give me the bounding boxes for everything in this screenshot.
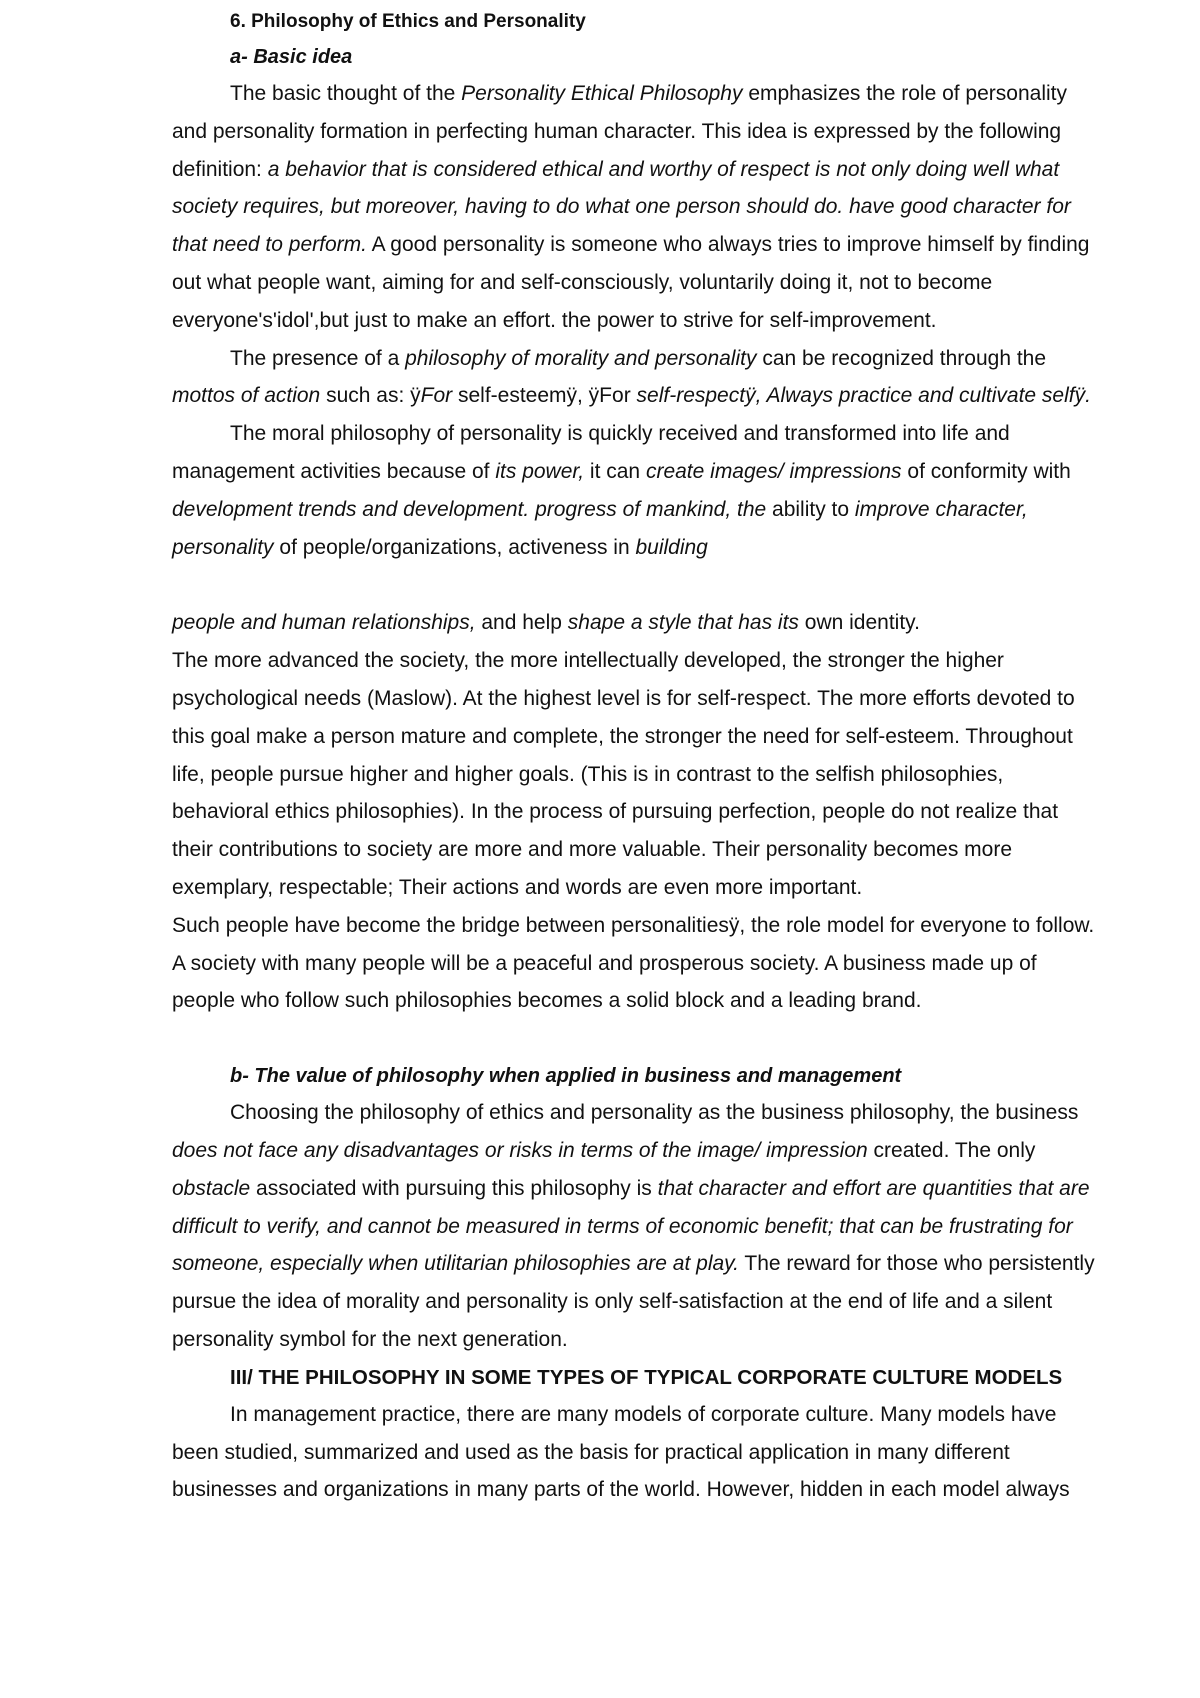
paragraph-choosing [172,1094,1102,1359]
italic-run: create images/ impressions [645,459,902,483]
italic-run: that character and effort are quantities that are difficult to verify, and cannot be measured in terms of economic benefit; that can be frustrating for someone, especially when utilitarian philosophies are at play. [172,1176,1090,1276]
italic-run: building [635,535,708,559]
italic-run: a behavior that is considered ethical and worthy of respect is not only doing well what society requires, but moreover, having to do what one person should do. have good character for that need to perform. [172,157,1071,257]
spacer [172,1020,1102,1058]
section-heading: 6. Philosophy of Ethics and Personality [230,11,586,32]
italic-run: obstacle [172,1176,251,1200]
text-run: of conformity with [901,459,1071,483]
paragraph-basic-thought [172,75,1102,340]
paragraph-presence [172,340,1102,416]
section-heading-iii: III/ THE PHILOSOPHY IN SOME TYPES OF TYPICAL CORPORATE CULTURE MODELS [230,1365,1063,1389]
paragraph-advanced-society: The more advanced the society, the more intellectually developed, the stronger the higher psychological needs (Maslow). At the highest level is for self-respect. The more efforts devoted to this goal make a person mature and complete, the stronger the need for self-esteem. Throughout life, people pursue higher and higher goals. (This is in contrast to the selfish philosophies, behavioral ethics philosophies). In the process of pursuing perfection, people do not realize that their contributions to society are more and more valuable. Their personality becomes more exemplary, respectable; Their actions and words are even more important. [172,649,1075,899]
text-run: ability to [766,497,855,521]
text-run: emphasizes the role of personality and personality formation in perfecting human character. This idea is expressed by the following definition: [172,82,1067,181]
text-run: associated with pursuing this philosophy is [250,1176,658,1200]
italic-run: its power, [495,459,585,483]
text-run: can be recognized through the [756,346,1047,370]
text-run: The reward for those who persistently pursue the idea of morality and personality is only self-satisfaction at the end of life and a silent personality symbol for the next generation. [172,1252,1095,1351]
text-run: The presence of a [230,346,406,370]
italic-run: For [420,384,453,408]
italic-run: people and human relationships, [172,611,476,635]
spacer [172,566,1102,604]
subsection-heading-basic-idea: a- Basic idea [230,46,353,68]
italic-run: self-respectÿ, Always practice and cultivate selfÿ. [636,384,1091,408]
text-run: and help [475,611,568,635]
paragraph-management-practice: In management practice, there are many models of corporate culture. Many models have been studied, summarized and used as the basis for practical application in many different businesses and organizations in many parts of the world. However, hidden in each model always [172,1402,1070,1502]
text-run: created. The only [867,1138,1036,1162]
document-page [172,0,1102,1509]
text-run: it can [584,459,646,483]
paragraph-such-people: Such people have become the bridge between personalitiesÿ, the role model for everyone to follow. A society with many people will be a peaceful and prosperous society. A business made up of people who follow such philosophies becomes a solid block and a leading brand. [172,913,1095,1013]
text-run: The basic thought of the [230,82,462,105]
italic-run: Personality Ethical Philosophy [461,82,743,105]
text-run: such as: ÿ [320,384,421,408]
italic-run: improve character, personality [172,497,1028,559]
text-run: A good personality is someone who always tries to improve himself by finding out what people want, aiming for and self-consciously, voluntarily doing it, not to become everyone's'idol',but just to make an effort. the power to strive for self-improvement. [172,233,1090,332]
italic-run: shape a style that has its [567,611,799,635]
text-run: of people/organizations, activeness in [273,535,636,559]
text-run: Choosing the philosophy of ethics and personality as the business philosophy, the business [230,1101,1079,1125]
italic-run: does not face any disadvantages or risks in terms of the image/ impression [172,1138,868,1162]
subsection-heading-value: b- The value of philosophy when applied in business and management [230,1065,902,1088]
italic-run: mottos of action [172,384,321,408]
italic-run: development trends and development. progress of mankind, the [172,497,767,521]
text-run: The moral philosophy of personality is quickly received and transformed into life and management activities because of [172,422,1010,483]
text-run: self-esteemÿ, ÿFor [452,384,637,408]
text-run: own identity. [798,611,920,635]
paragraph-moral-philosophy [172,415,1102,566]
italic-run: philosophy of morality and personality [405,346,757,370]
paragraph-continuation [172,604,1102,642]
